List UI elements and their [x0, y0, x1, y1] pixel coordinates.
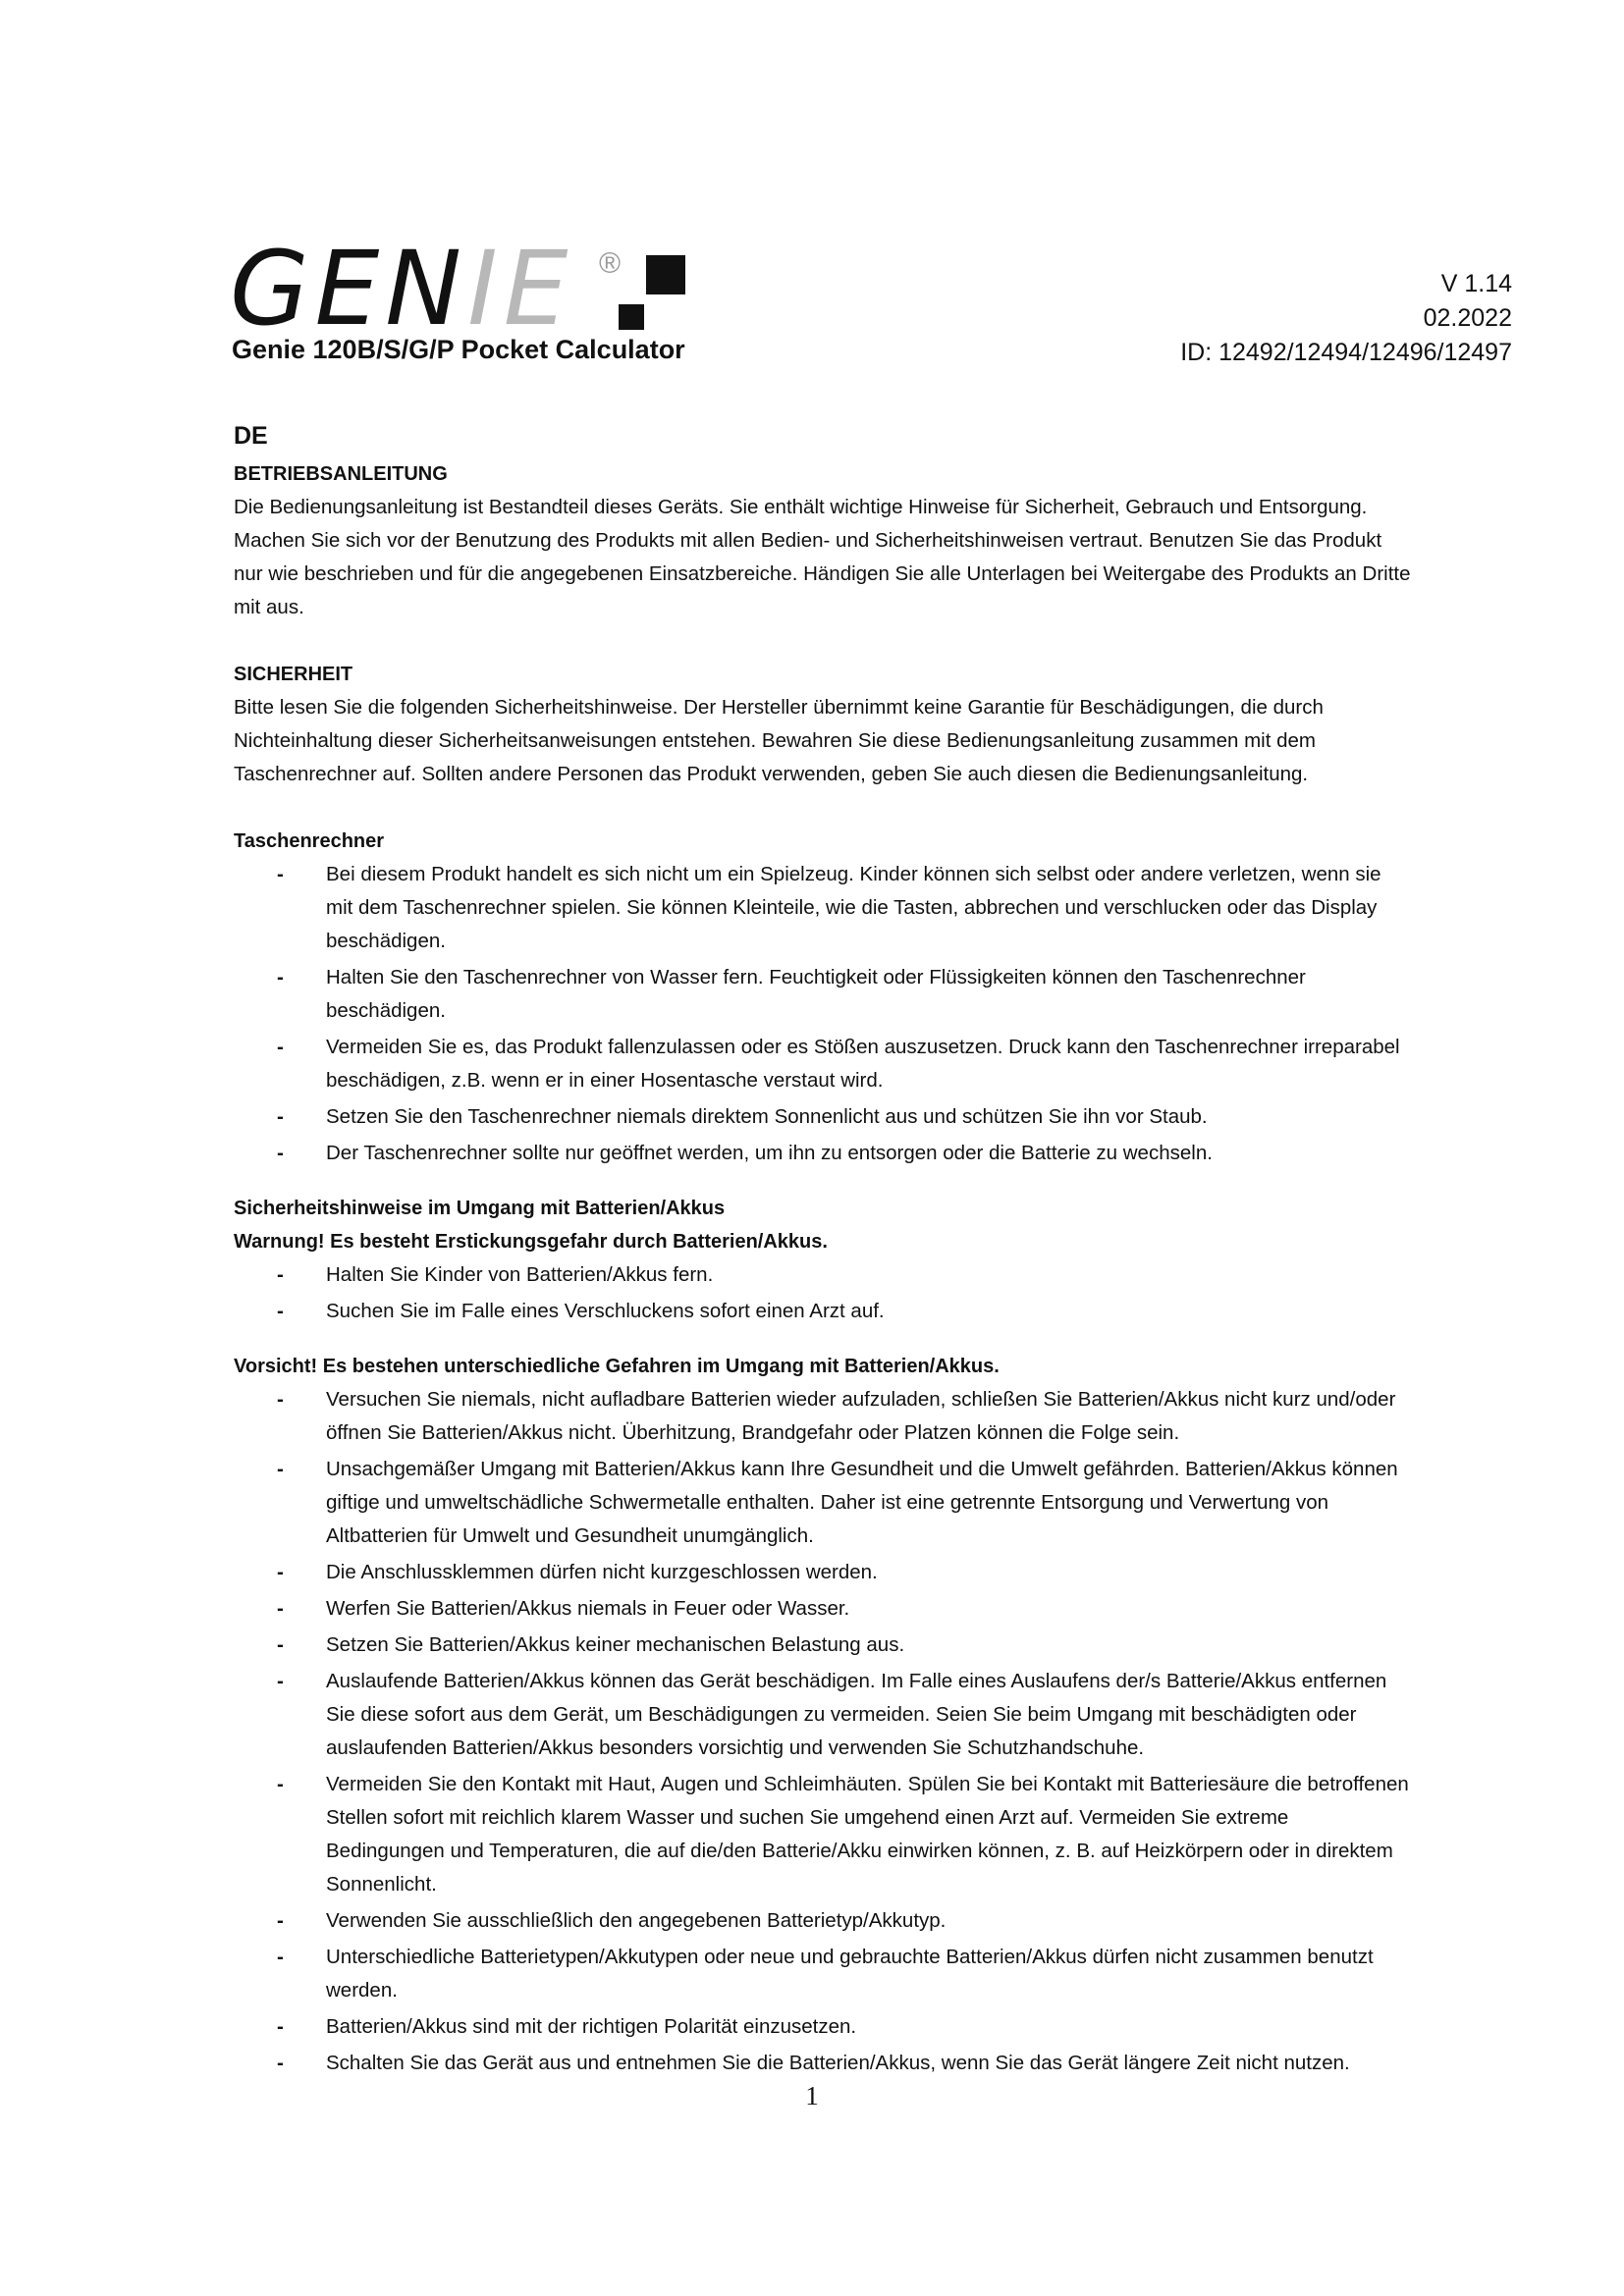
list-item [234, 1295, 1412, 1328]
list-item [234, 1629, 1412, 1662]
bullet: - [277, 1263, 284, 1286]
product-title: Genie 120B/S/G/P Pocket Calculator [232, 335, 685, 364]
list-item-text: Unterschiedliche Batterietypen/Akkutypen oder neue und gebrauchte Batterien/Akkus dürfen nicht zusammen benutzt werden. [326, 1946, 1374, 2002]
calculator-list [234, 858, 1412, 1170]
logo-text-dark: GEN [230, 229, 468, 348]
list-item-text: Vermeiden Sie es, das Produkt fallenzulassen oder es Stößen auszusetzen. Druck kann den Taschenrechner irreparabel beschädigen, z.B. wenn er in einer Hosentasche verstaut wird. [326, 1036, 1400, 1092]
bullet: - [277, 1300, 284, 1322]
bullet: - [277, 1670, 284, 1692]
bullet: - [277, 966, 284, 988]
list-item-text: Setzen Sie Batterien/Akkus keiner mechanischen Belastung aus. [326, 1633, 905, 1656]
list-item [234, 1258, 1412, 1292]
genie-logo [230, 229, 691, 348]
bullet: - [277, 1633, 284, 1656]
list-item-text: Suchen Sie im Falle eines Verschluckens sofort einen Arzt auf. [326, 1300, 885, 1322]
list-item [234, 1556, 1412, 1589]
safety-heading: SICHERHEIT [234, 664, 353, 685]
list-item-text: Halten Sie Kinder von Batterien/Akkus fern. [326, 1263, 714, 1286]
list-item [234, 1941, 1412, 2007]
list-item [234, 1665, 1412, 1765]
list-item [234, 1100, 1412, 1134]
list-item-text: Der Taschenrechner sollte nur geöffnet werden, um ihn zu entsorgen oder die Batterie zu wechseln. [326, 1142, 1213, 1164]
language-code: DE [234, 422, 268, 450]
battery-caution: Vorsicht! Es bestehen unterschiedliche Gefahren im Umgang mit Batterien/Akkus. [234, 1356, 1000, 1377]
list-item [234, 1904, 1412, 1938]
manual-heading: BETRIEBSANLEITUNG [234, 463, 448, 485]
document-meta [1180, 267, 1512, 370]
id-label: ID: 12492/12494/12496/12497 [1180, 339, 1512, 366]
list-item [234, 858, 1412, 958]
bullet: - [277, 863, 284, 885]
safety-text: Bitte lesen Sie die folgenden Sicherheitshinweise. Der Hersteller übernimmt keine Garantie für Beschädigungen, die durch Nichteinhaltung dieser Sicherheitsanweisungen entstehen. Bewahren Sie diese Bedienungsanleitung zusammen mit dem Taschenrechner auf. Sollten andere Personen das Produkt verwenden, geben Sie auch diesen die Bedienungsanleitung. [234, 696, 1324, 785]
bullet: - [277, 1458, 284, 1480]
list-item [234, 1031, 1412, 1097]
list-item-text: Auslaufende Batterien/Akkus können das Gerät beschädigen. Im Falle eines Auslaufens der/s Batterie/Akkus entfernen Sie diese sofort aus dem Gerät, um Beschädigungen zu vermeiden. Seien Sie beim Umgang mit beschädigten oder auslaufenden Batterien/Akkus besonders vorsichtig und verwenden Sie Schutzhandschuhe. [326, 1670, 1387, 1759]
list-item-text: Die Anschlussklemmen dürfen nicht kurzgeschlossen werden. [326, 1561, 878, 1583]
bullet: - [277, 1773, 284, 1795]
list-item-text: Versuchen Sie niemals, nicht aufladbare Batterien wieder aufzuladen, schließen Sie Batterien/Akkus nicht kurz und/oder öffnen Sie Batterien/Akkus nicht. Überhitzung, Brandgefahr oder Platzen können die Folge sein. [326, 1388, 1396, 1444]
battery-warning: Warnung! Es besteht Erstickungsgefahr durch Batterien/Akkus. [234, 1231, 828, 1253]
bullet: - [277, 1105, 284, 1128]
list-item-text: Halten Sie den Taschenrechner von Wasser fern. Feuchtigkeit oder Flüssigkeiten können den Taschenrechner beschädigen. [326, 966, 1306, 1022]
list-item [234, 1137, 1412, 1170]
logo-text-light: IE [467, 229, 574, 348]
bullet: - [277, 1909, 284, 1932]
registered-mark: ® [599, 247, 622, 280]
document-body [234, 420, 1412, 2080]
logo-wordmark [230, 229, 574, 348]
list-item-text: Setzen Sie den Taschenrechner niemals direktem Sonnenlicht aus und schützen Sie ihn vor Staub. [326, 1105, 1208, 1128]
calculator-heading: Taschenrechner [234, 830, 385, 852]
bullet: - [277, 1946, 284, 1968]
date-label: 02.2022 [1423, 304, 1512, 332]
list-item-text: Werfen Sie Batterien/Akkus niemals in Feuer oder Wasser. [326, 1597, 850, 1620]
list-item-text: Unsachgemäßer Umgang mit Batterien/Akkus kann Ihre Gesundheit und die Umwelt gefährden. Batterien/Akkus können giftige und umweltschädliche Schwermetalle enthalten. Daher ist eine getrennte Entsorgung und Verwertung von Altbatterien für Umwelt und Gesundheit unumgänglich. [326, 1458, 1398, 1547]
version-label: V 1.14 [1440, 270, 1512, 297]
bullet: - [277, 2015, 284, 2038]
bullet: - [277, 1036, 284, 1058]
manual-text: Die Bedienungsanleitung ist Bestandteil dieses Geräts. Sie enthält wichtige Hinweise für Sicherheit, Gebrauch und Entsorgung. Machen Sie sich vor der Benutzung des Produkts mit allen Bedien- und Sicherheitshinweisen vertraut. Benutzen Sie das Produkt nur wie beschrieben und für die angegebenen Einsatzbereiche. Händigen Sie alle Unterlagen bei Weitergabe des Produkts an Dritte mit aus. [234, 496, 1411, 618]
battery-heading: Sicherheitshinweise im Umgang mit Batterien/Akkus [234, 1198, 726, 1219]
list-item-text: Vermeiden Sie den Kontakt mit Haut, Augen und Schleimhäuten. Spülen Sie bei Kontakt mit Batteriesäure die betroffenen Stellen sofort mit reichlich klarem Wasser und suchen Sie umgehend einen Arzt auf. Vermeiden Sie extreme Bedingungen und Temperaturen, die auf die/den Batterie/Akku einwirken können, z. B. auf Heizkörpern oder in direktem Sonnenlicht. [326, 1773, 1409, 1896]
bullet: - [277, 1142, 284, 1164]
warning-list [234, 1258, 1412, 1328]
bullet: - [277, 1561, 284, 1583]
logo-square-small [619, 304, 644, 330]
list-item-text: Verwenden Sie ausschließlich den angegebenen Batterietyp/Akkutyp. [326, 1909, 947, 1932]
list-item [234, 1383, 1412, 1450]
list-item [234, 1592, 1412, 1626]
list-item [234, 2010, 1412, 2044]
list-item [234, 1768, 1412, 1901]
bullet: - [277, 2052, 284, 2074]
page-number: 1 [805, 2081, 819, 2110]
bullet: - [277, 1597, 284, 1620]
logo-square-large [646, 255, 685, 294]
list-item [234, 1453, 1412, 1553]
list-item [234, 961, 1412, 1028]
caution-list [234, 1383, 1412, 2080]
list-item-text: Bei diesem Produkt handelt es sich nicht um ein Spielzeug. Kinder können sich selbst oder andere verletzen, wenn sie mit dem Taschenrechner spielen. Sie können Kleinteile, wie die Tasten, abbrechen und verschlucken oder das Display beschädigen. [326, 863, 1381, 952]
list-item [234, 2047, 1412, 2080]
list-item-text: Batterien/Akkus sind mit der richtigen Polarität einzusetzen. [326, 2015, 857, 2038]
list-item-text: Schalten Sie das Gerät aus und entnehmen Sie die Batterien/Akkus, wenn Sie das Gerät längere Zeit nicht nutzen. [326, 2052, 1350, 2074]
bullet: - [277, 1388, 284, 1411]
